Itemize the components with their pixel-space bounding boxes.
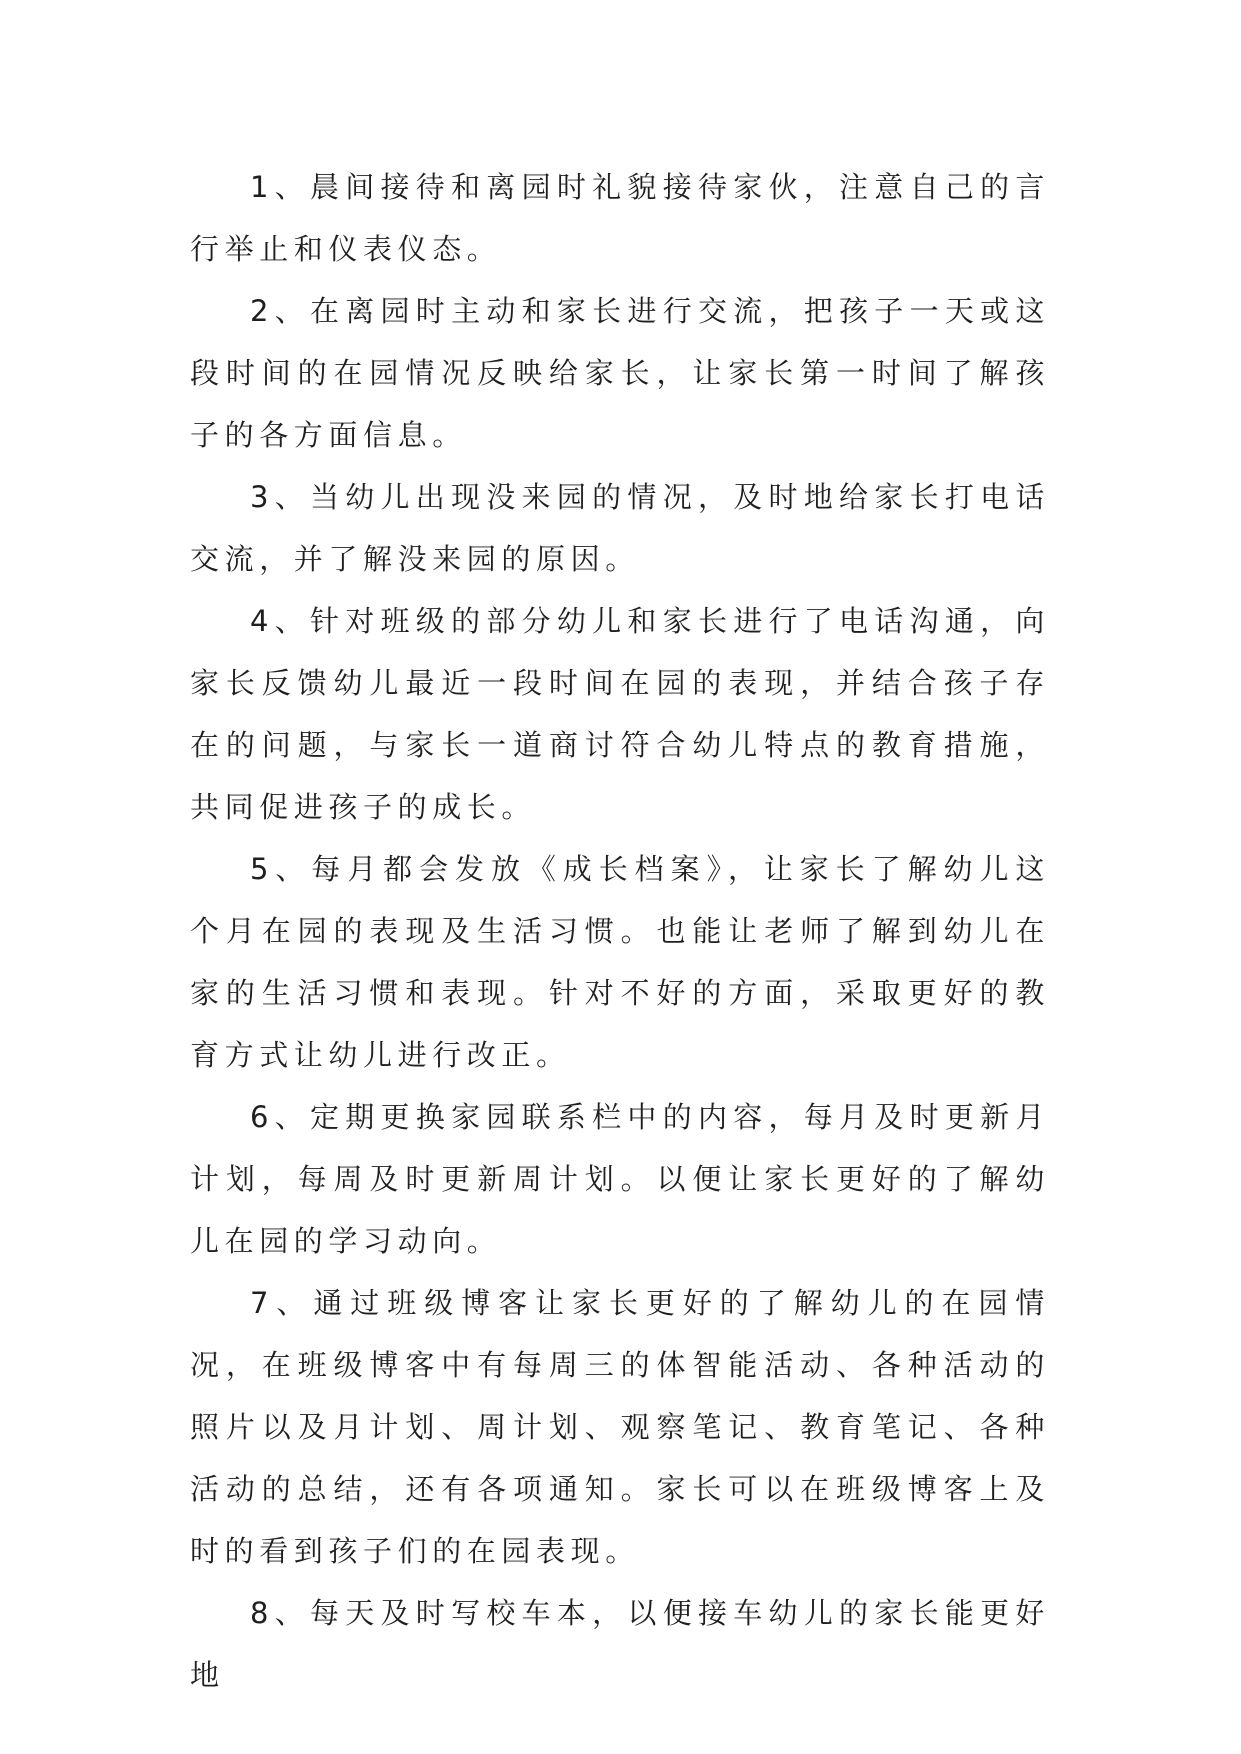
paragraph-7: 7、通过班级博客让家长更好的了解幼儿的在园情况，在班级博客中有每周三的体智能活动、各种活动的照片以及月计划、周计划、观察笔记、教育笔记、各种活动的总结，还有各项通知。家长可以在班级博客上及时的看到孩子们的在园表现。 — [190, 1286, 1050, 1568]
paragraph-8: 8、每天及时写校车本，以便接车幼儿的家长能更好地 — [190, 1596, 1050, 1692]
paragraph-1: 1、晨间接待和离园时礼貌接待家伙，注意自己的言行举止和仪表仪态。 — [190, 170, 1050, 266]
paragraph-2: 2、在离园时主动和家长进行交流，把孩子一天或这段时间的在园情况反映给家长，让家长第一时间了解孩子的各方面信息。 — [190, 294, 1050, 452]
paragraph-3: 3、当幼儿出现没来园的情况，及时地给家长打电话交流，并了解没来园的原因。 — [190, 480, 1050, 576]
document-body — [190, 156, 1050, 1706]
paragraph-5: 5、每月都会发放《成长档案》，让家长了解幼儿这个月在园的表现及生活习惯。也能让老师了解到幼儿在家的生活习惯和表现。针对不好的方面，采取更好的教育方式让幼儿进行改正。 — [190, 852, 1050, 1072]
paragraph-6: 6、定期更换家园联系栏中的内容，每月及时更新月计划，每周及时更新周计划。以便让家长更好的了解幼儿在园的学习动向。 — [190, 1100, 1050, 1258]
paragraph-4: 4、针对班级的部分幼儿和家长进行了电话沟通，向家长反馈幼儿最近一段时间在园的表现，并结合孩子存在的问题，与家长一道商讨符合幼儿特点的教育措施，共同促进孩子的成长。 — [190, 604, 1050, 824]
